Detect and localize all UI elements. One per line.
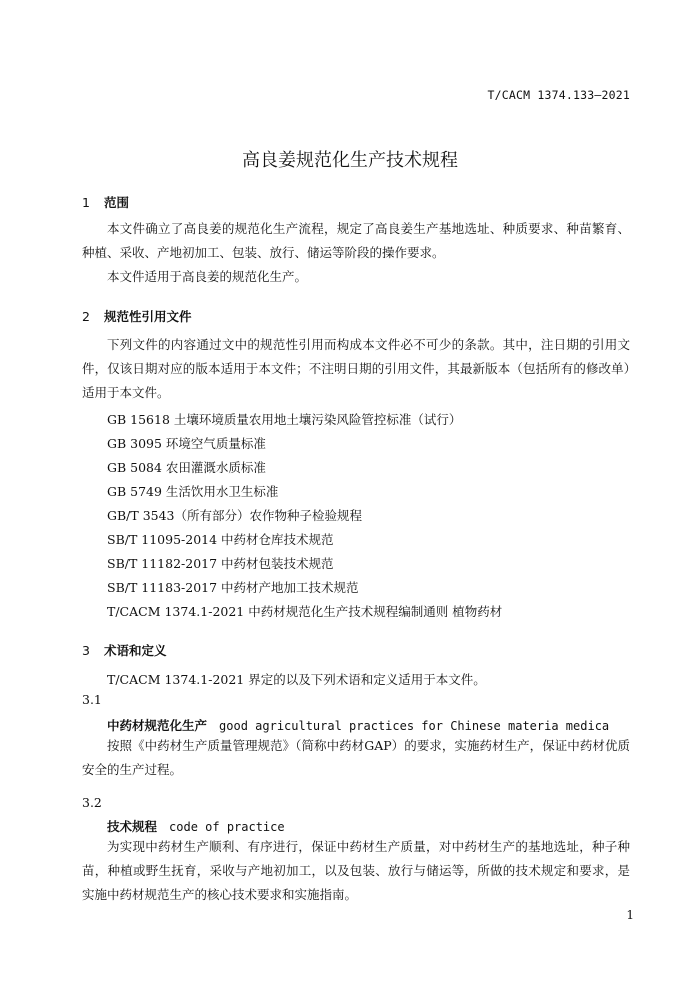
reference-item: SB/T 11182-2017 中药材包装技术规范	[107, 556, 334, 571]
section-2-paragraph-1: 下列文件的内容通过文中的规范性引用而构成本文件必不可少的条款。其中，注日期的引用文件，仅该日期对应的版本适用于本文件；不注明日期的引用文件，其最新版本（包括所有的修改单）适用于本文件。	[82, 337, 630, 400]
document-code: T/CACM 1374.133—2021	[487, 88, 630, 102]
section-2-heading	[82, 307, 192, 325]
term-3-2-definition: 为实现中药材生产顺利、有序进行，保证中药材生产质量，对中药材生产的基地选址，种子种苗，种植或野生抚育，采收与产地初加工，以及包装、放行与储运等，所做的技术规定和要求，是实施中药材规范生产的核心技术要求和实施指南。	[82, 839, 630, 902]
reference-item: SB/T 11095-2014 中药材仓库技术规范	[107, 532, 334, 547]
reference-item: SB/T 11183-2017 中药材产地加工技术规范	[107, 580, 359, 595]
reference-item: GB/T 3543（所有部分）农作物种子检验规程	[107, 508, 363, 523]
term-name-en: code of practice	[169, 820, 285, 834]
term-3-1	[107, 716, 609, 734]
page-number: 1	[626, 908, 634, 922]
section-title: 规范性引用文件	[104, 309, 192, 324]
term-number: 3.1	[82, 692, 102, 707]
reference-item: GB 3095 环境空气质量标准	[107, 436, 266, 451]
section-number: 2	[82, 309, 90, 324]
section-1-paragraph-2: 本文件适用于高良姜的规范化生产。	[107, 269, 308, 284]
term-3-1-definition: 按照《中药材生产质量管理规范》（简称中药材GAP）的要求，实施药材生产，保证中药材优质安全的生产过程。	[82, 738, 630, 777]
section-1-heading	[82, 193, 129, 211]
term-name-en: good agricultural practices for Chinese materia medica	[219, 719, 610, 733]
term-name-zh: 技术规程	[107, 819, 158, 834]
section-3-paragraph-1: T/CACM 1374.1-2021 界定的以及下列术语和定义适用于本文件。	[107, 672, 486, 687]
section-3-heading	[82, 641, 167, 659]
section-number: 3	[82, 643, 90, 658]
section-number: 1	[82, 195, 90, 210]
term-number: 3.2	[82, 795, 102, 810]
reference-item: T/CACM 1374.1-2021 中药材规范化生产技术规程编制通则 植物药材	[107, 604, 503, 619]
term-3-2	[107, 817, 285, 835]
section-title: 术语和定义	[104, 643, 167, 658]
reference-item: GB 5084 农田灌溉水质标准	[107, 460, 266, 475]
reference-item: GB 5749 生活饮用水卫生标准	[107, 484, 279, 499]
term-name-zh: 中药材规范化生产	[107, 718, 208, 733]
reference-item: GB 15618 土壤环境质量农用地土壤污染风险管控标准（试行）	[107, 412, 462, 427]
section-1-paragraph-1: 本文件确立了高良姜的规范化生产流程，规定了高良姜生产基地选址、种质要求、种苗繁育、种植、采收、产地初加工、包装、放行、储运等阶段的操作要求。	[82, 221, 630, 260]
document-title: 高良姜规范化生产技术规程	[242, 150, 458, 171]
section-title: 范围	[104, 195, 130, 210]
